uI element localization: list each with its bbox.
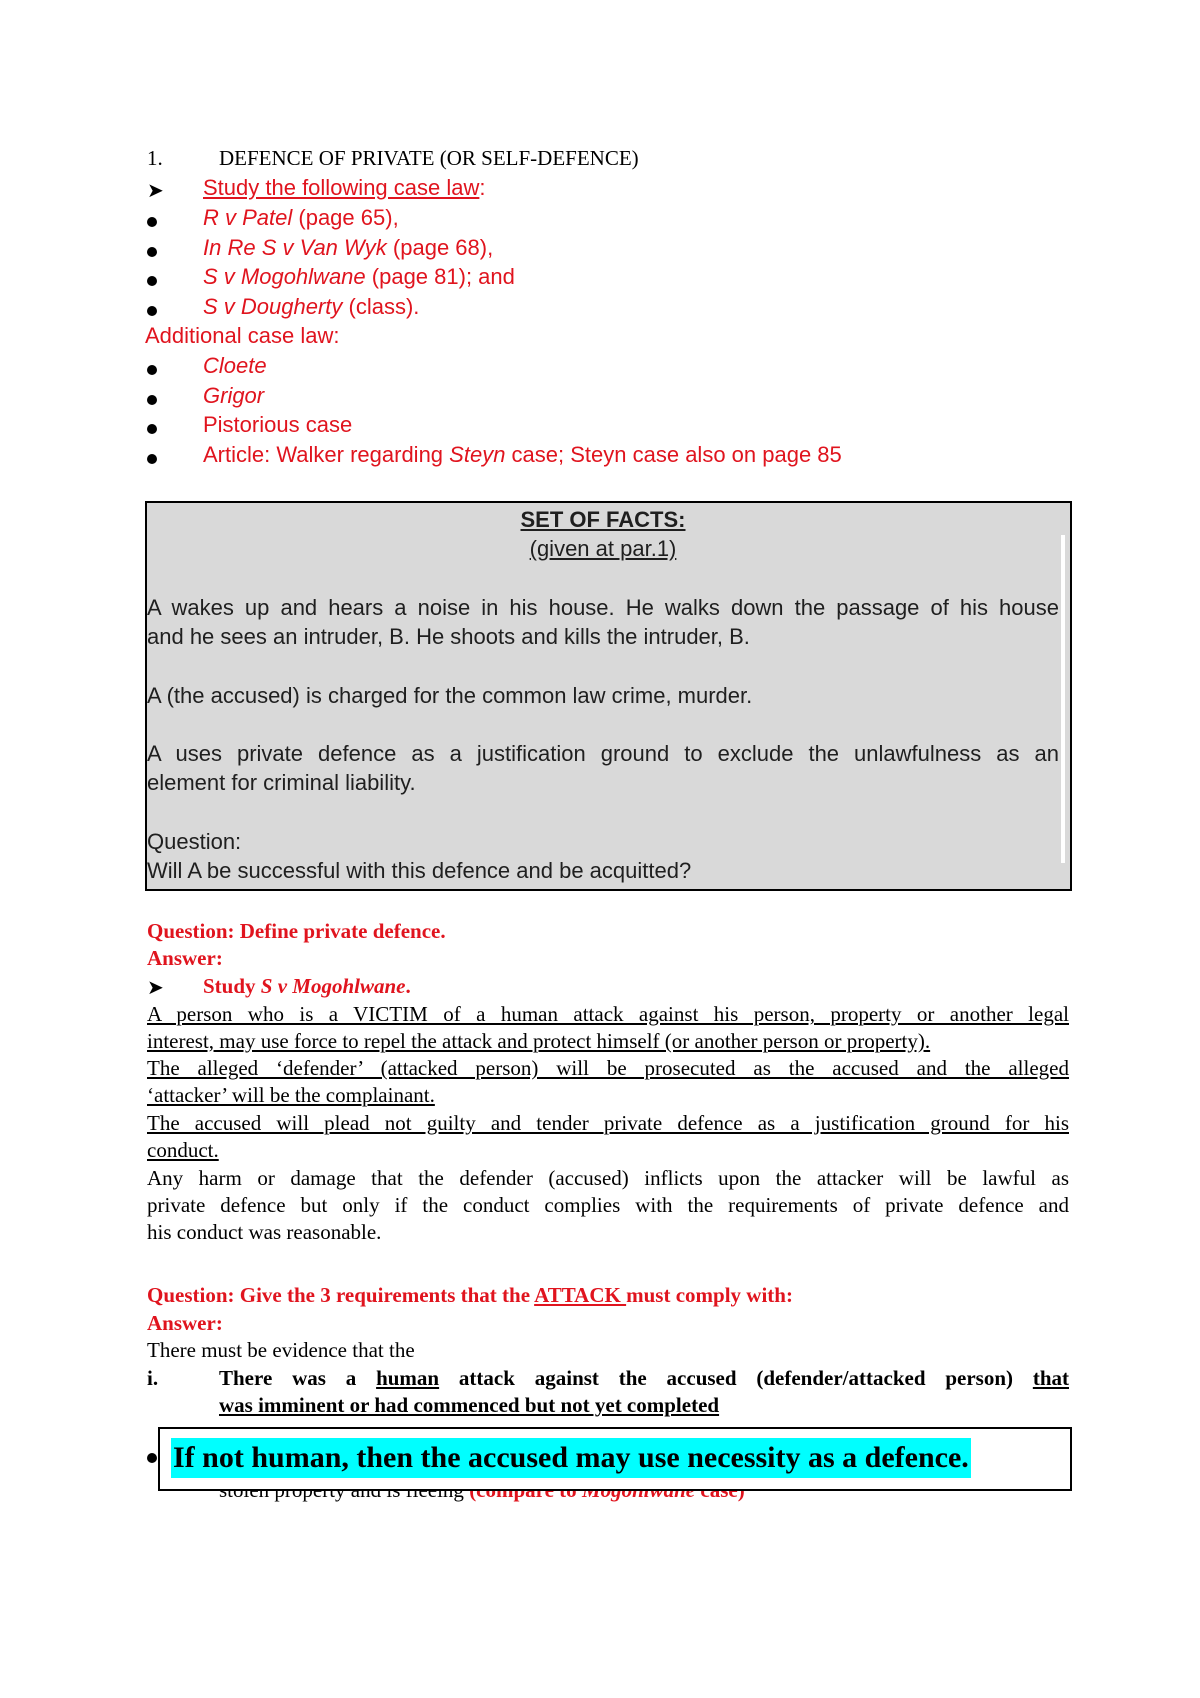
arrow-bullet-icon: ➤ [147,180,164,202]
case-item: Pistorious case [203,412,353,437]
case-item: Article: Walker regarding Steyn case; Steyn case also on page 85 [203,442,842,467]
definition-line: private defence but only if the conduct complies with the requirements of private defence and [147,1193,1069,1217]
answer-label: Answer: [147,1311,223,1335]
study-reference: Study S v Mogohlwane. [203,974,411,998]
case-item: In Re S v Van Wyk (page 68), [203,235,494,260]
bullet-icon [147,217,157,227]
section-number: 1. [147,146,163,170]
case-item: S v Mogohlwane (page 81); and [203,264,515,289]
facts-box [145,501,1072,891]
section-title: DEFENCE OF PRIVATE (OR SELF-DEFENCE) [219,146,639,170]
definition-line: The accused will plead not guilty and tender private defence as a justification ground for his [147,1111,1069,1135]
study-intro: Study the following case law: [203,175,486,200]
case-item: S v Dougherty (class). [203,294,420,319]
facts-subtitle: (given at par.1) [529,536,677,561]
question-define: Question: Define private defence. [147,919,446,943]
bullet-icon [147,276,157,286]
case-item: R v Patel (page 65), [203,205,399,230]
arrow-bullet-icon: ➤ [147,977,164,999]
facts-paragraph-line: and he sees an intruder, B. He shoots and kills the intruder, B. [147,624,750,649]
bullet-icon [147,306,157,316]
bullet-icon [147,454,157,464]
bullet-icon [147,424,157,434]
box-edge-bar [1061,535,1065,863]
answer-intro: There must be evidence that the [147,1338,415,1362]
definition-line: interest, may use force to repel the attack and protect himself (or another person or property). [147,1029,931,1053]
bullet-icon [147,1453,157,1463]
definition-line: his conduct was reasonable. [147,1220,382,1244]
definition-line: Any harm or damage that the defender (accused) inflicts upon the attacker will be lawful as [147,1166,1069,1190]
requirement-line: There was a human attack against the accused (defender/attacked person) that [219,1366,1069,1390]
callout-box [158,1427,1072,1491]
callout-text: If not human, then the accused may use necessity as a defence. [171,1438,971,1478]
definition-line: ‘attacker’ will be the complainant. [147,1083,435,1107]
case-item: Grigor [203,383,265,408]
facts-paragraph-line: element for criminal liability. [147,770,416,795]
section-heading [147,146,639,171]
definition-line: A person who is a VICTIM of a human attack against his person, property or another legal [147,1002,1069,1026]
requirement-number: i. [147,1366,159,1390]
answer-label: Answer: [147,946,223,970]
requirement-line: was imminent or had commenced but not yet completed [219,1393,720,1417]
bullet-icon [147,395,157,405]
additional-heading: Additional case law: [145,323,340,348]
case-item: Cloete [203,353,267,378]
facts-question-text: Will A be successful with this defence and be acquitted? [147,858,692,883]
question-attack-requirements: Question: Give the 3 requirements that the ATTACK must comply with: [147,1283,793,1307]
facts-paragraph-line: A (the accused) is charged for the common law crime, murder. [147,683,753,708]
definition-line: conduct. [147,1138,219,1162]
bullet-icon [147,247,157,257]
definition-line: The alleged ‘defender’ (attacked person) will be prosecuted as the accused and the alleged [147,1056,1069,1080]
bullet-icon [147,365,157,375]
facts-title: SET OF FACTS: [520,507,686,532]
facts-question-label: Question: [147,829,242,854]
facts-paragraph-line: A uses private defence as a justification ground to exclude the unlawfulness as an [147,741,1059,766]
facts-paragraph-line: A wakes up and hears a noise in his house. He walks down the passage of his house [147,595,1059,620]
